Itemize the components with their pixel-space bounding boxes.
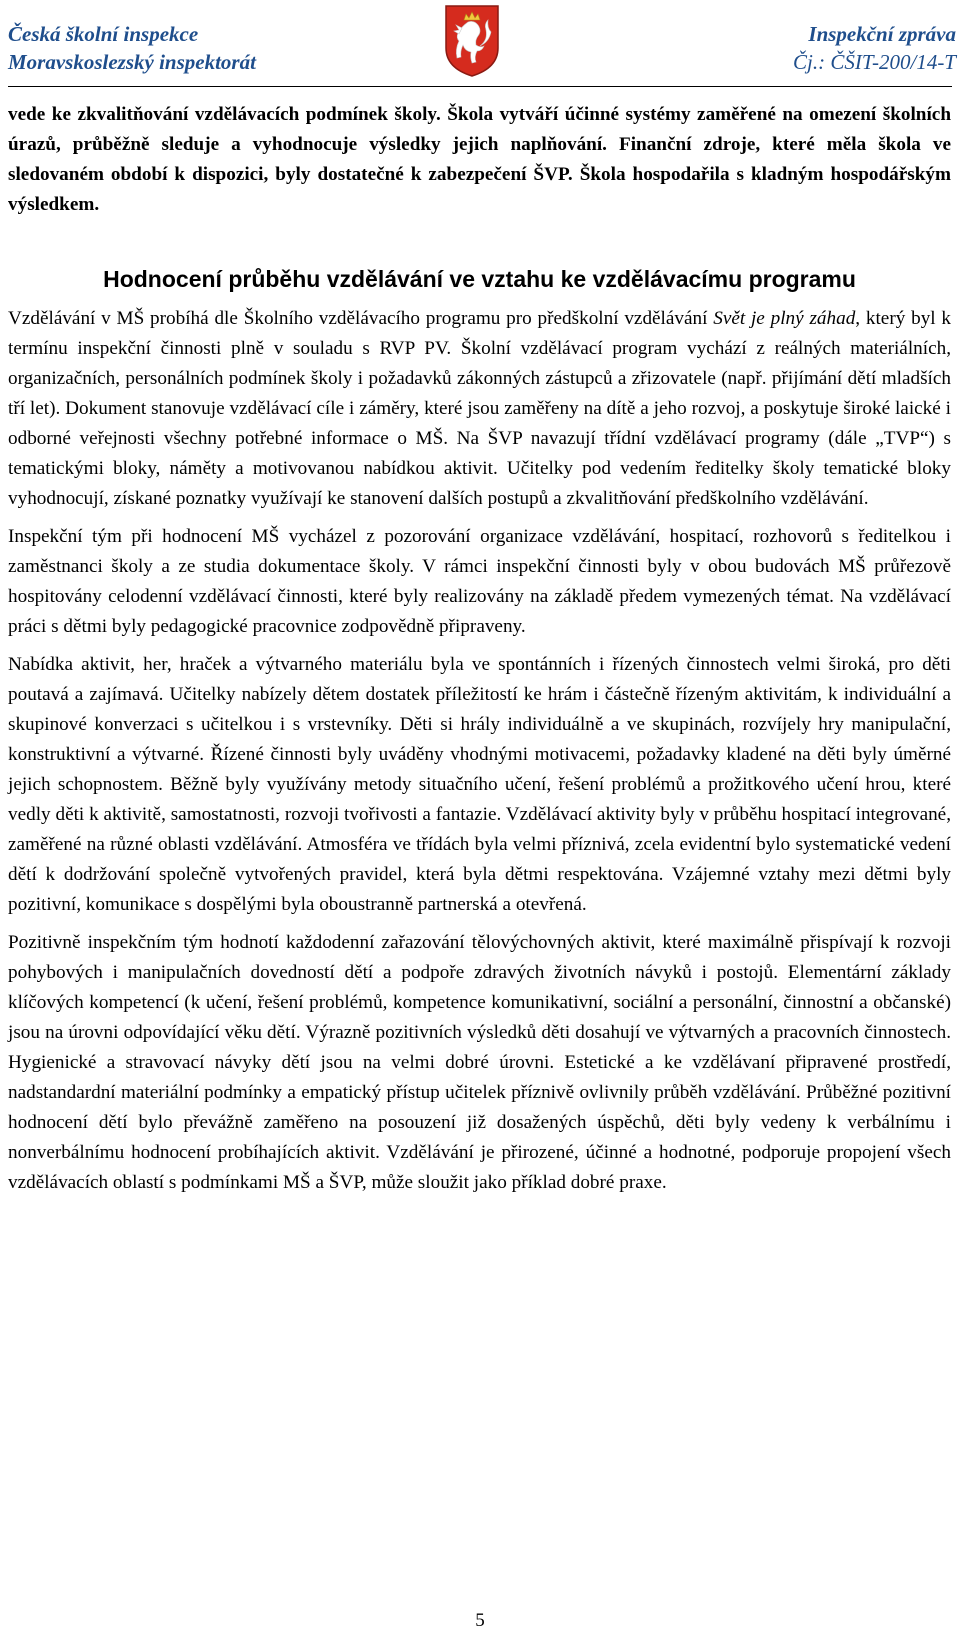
program-name: Svět je plný záhad (713, 308, 856, 329)
czech-lion-coat-of-arms-icon (444, 4, 500, 78)
header-institution: Česká školní inspekce (8, 22, 199, 46)
paragraph-evaluation: Pozitivně inspekčním tým hodnotí každodenní zařazování tělovýchovných aktivit, které maximálně přispívají k rozvoji pohybových i manipulačních dovedností dětí a podpoře zdravých životních návyků i postojů. Elementární základy klíčových kompetencí (k učení, řešení problémů, kompetence komunikativní, sociální a personální, činnostní a občanské) jsou na úrovni odpovídající věku dětí. Výrazně pozitivních výsledků děti dosahují ve výtvarných a pracovních činnostech. Hygienické a stravovací návyky dětí jsou na velmi dobré úrovni. Estetické a ke vzdělávaní připravené prostředí, nadstandardní materiální podmínky a empatický přístup učitelek příznivě ovlivnily průběh vzdělávání. Průběžné pozitivní hodnocení dětí bylo převážně zaměřeno na posouzení již dosažených úspěchů, děti byly vedeny k verbálnímu i nonverbálnímu hodnocení probíhajících aktivit. Vzdělávání je přirozené, účinné a hodnotné, podporuje propojení všech vzdělávacích oblastí s podmínkami MŠ a ŠVP, může sloužit jako příklad dobré praxe. (8, 932, 951, 1193)
header-divider (8, 86, 952, 87)
paragraph-program-start: Vzdělávání v MŠ probíhá dle Školního vzdělávacího programu pro předškolní vzdělávání (8, 308, 714, 329)
section-title: Hodnocení průběhu vzdělávání ve vztahu ke vzdělávacímu programu (103, 266, 856, 292)
header-right (793, 20, 956, 76)
page-header (0, 0, 960, 90)
document-body (8, 100, 951, 1206)
header-reference-number: Čj.: ČŠIT-200/14-T (793, 50, 956, 74)
page-number: 5 (475, 1610, 485, 1631)
header-inspectorate: Moravskoslezský inspektorát (8, 50, 256, 74)
intro-paragraph: vede ke zkvalitňování vzdělávacích podmínek školy. Škola vytváří účinné systémy zaměřené na omezení školních úrazů, průběžně sleduje a vyhodnocuje výsledky jejich naplňování. Finanční zdroje, které měla škola ve sledovaném období k dispozici, byly dostatečné k zabezpečení ŠVP. Škola hospodařila s kladným hospodářským výsledkem. (8, 104, 951, 215)
header-report-type: Inspekční zpráva (808, 22, 956, 46)
paragraph-inspection-team: Inspekční tým při hodnocení MŠ vycházel z pozorování organizace vzdělávání, hospitací, rozhovorů s ředitelkou i zaměstnanci školy a ze studia dokumentace školy. V rámci inspekční činnosti byly v obou budovách MŠ průřezově hospitovány celodenní vzdělávací činnosti, které byly realizovány na základě předem vymezených témat. Na vzdělávací práci s dětmi byly pedagogické pracovnice zodpovědně připraveny. (8, 526, 951, 637)
paragraph-program-rest: , který byl k termínu inspekční činnosti plně v souladu s RVP PV. Školní vzdělávací program vychází z reálných materiálních, organizačních, personálních podmínek školy i požadavků zákonných zástupců a zřizovatele (např. přijímání dětí mladších tří let). Dokument stanovuje vzdělávací cíle i záměry, které jsou zaměřeny na dítě a jeho rozvoj, a poskytuje široké laické i odborné veřejnosti všechny potřebné informace o MŠ. Na ŠVP navazují třídní vzdělávací programy (dále „TVP“) s tematickými bloky, náměty a motivovanou nabídkou aktivit. Učitelky pod vedením ředitelky školy tematické bloky vyhodnocují, získané poznatky využívají ke stanovení dalších postupů a zkvalitňování předškolního vzdělávání. (8, 308, 951, 509)
paragraph-activities: Nabídka aktivit, her, hraček a výtvarného materiálu byla ve spontánních i řízených činnostech velmi široká, pro děti poutavá a zajímavá. Učitelky nabízely dětem dostatek příležitostí ke hrám i částečně řízeným aktivitám, k individuální a skupinové konverzaci s učitelkou i s vrstevníky. Děti si hrály individuálně a ve skupinách, rozvíjely hry manipulační, konstruktivní a výtvarné. Řízené činnosti byly uváděny vhodnými motivacemi, požadavky kladené na děti byly úměrné jejich schopnostem. Běžně byly využívány metody situačního učení, řešení problémů a prožitkového učení hrou, které vedly děti k aktivitě, samostatnosti, rozvoji tvořivosti a fantazie. Vzdělávací aktivity byly v průběhu hospitací integrované, zaměřené na různé oblasti vzdělávání. Atmosféra ve třídách byla velmi příznivá, zcela evidentní bylo systematické vedení dětí k dodržování společně vytvořených pravidel, která byla dětmi respektována. Vzájemné vztahy mezi dětmi byly pozitivní, komunikace s dospělými byla oboustranně partnerská a otevřená. (8, 654, 951, 915)
paragraph-program (8, 304, 951, 514)
header-left (8, 20, 256, 76)
